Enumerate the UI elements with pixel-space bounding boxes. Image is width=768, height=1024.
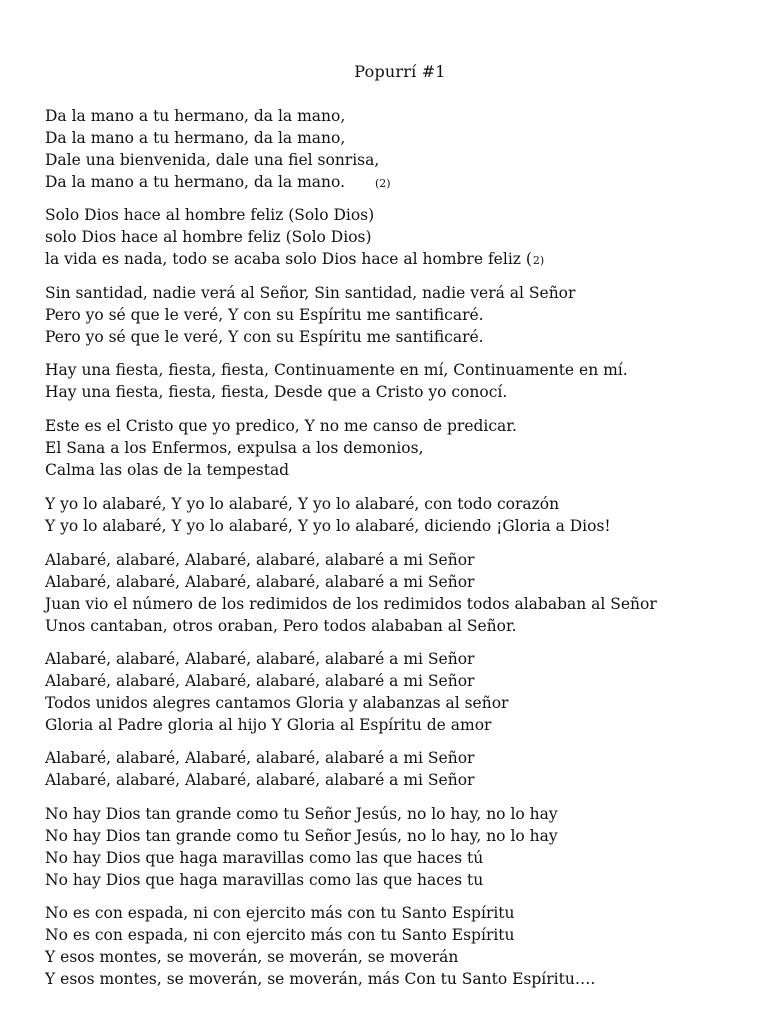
lyric-line: Gloria al Padre gloria al hijo Y Gloria al Espíritu de amor [45, 716, 492, 735]
lyric-line: solo Dios hace al hombre feliz (Solo Dios) [45, 228, 372, 247]
lyric-text: la vida es nada, todo se acaba solo Dios hace al hombre feliz ( [45, 250, 532, 269]
lyric-line: Alabaré, alabaré, Alabaré, alabaré, alabaré a mi Señor [45, 551, 475, 569]
lyric-line: No es con espada, ni con ejercito más con tu Santo Espíritu [45, 904, 515, 922]
lyric-line: Alabaré, alabaré, Alabaré, alabaré, alabaré a mi Señor [45, 672, 475, 691]
lyric-line: Alabaré, alabaré, Alabaré, alabaré, alabaré a mi Señor [45, 650, 475, 668]
lyric-line: Hay una fiesta, fiesta, fiesta, Desde que a Cristo yo conocí. [45, 383, 508, 402]
lyric-line-with-repeat [45, 171, 745, 195]
lyric-line: Pero yo sé que le veré, Y con su Espíritu me santificaré. [45, 306, 484, 325]
lyric-line: No es con espada, ni con ejercito más con tu Santo Espíritu [45, 926, 515, 945]
stanza-8 [45, 648, 745, 736]
lyric-line: No hay Dios tan grande como tu Señor Jesús, no lo hay, no lo hay [45, 827, 558, 846]
stanza-10 [45, 803, 745, 891]
lyric-line: Todos unidos alegres cantamos Gloria y alabanzas al señor [45, 694, 509, 713]
lyric-line: Da la mano a tu hermano, da la mano, [45, 107, 346, 125]
lyric-line-with-repeat [45, 248, 745, 272]
page-title: Popurrí #1 [354, 62, 446, 81]
stanza-7 [45, 549, 745, 637]
stanza-4 [45, 359, 745, 403]
stanza-3 [45, 282, 745, 348]
lyric-line: Alabaré, alabaré, Alabaré, alabaré, alabaré a mi Señor [45, 749, 475, 767]
lyric-line: Solo Dios hace al hombre feliz (Solo Dios) [45, 206, 375, 224]
lyric-line: Hay una fiesta, fiesta, fiesta, Continuamente en mí, Continuamente en mí. [45, 361, 628, 379]
lyric-line: Alabaré, alabaré, Alabaré, alabaré, alabaré a mi Señor [45, 573, 475, 592]
lyric-line: Da la mano a tu hermano, da la mano, [45, 129, 346, 148]
stanza-6 [45, 493, 745, 537]
lyric-line: Y esos montes, se moverán, se moverán, más Con tu Santo Espíritu…. [45, 970, 596, 989]
stanza-9 [45, 747, 745, 791]
lyric-line: Y yo lo alabaré, Y yo lo alabaré, Y yo lo alabaré, diciendo ¡Gloria a Dios! [45, 517, 611, 536]
lyric-line: Pero yo sé que le veré, Y con su Espíritu me santificaré. [45, 328, 484, 347]
lyric-line: Dale una bienvenida, dale una fiel sonrisa, [45, 151, 380, 170]
stanza-5 [45, 415, 745, 481]
stanza-2 [45, 204, 745, 272]
lyric-line: Este es el Cristo que yo predico, Y no me canso de predicar. [45, 417, 517, 435]
stanza-1 [45, 105, 745, 195]
lyric-line: No hay Dios que haga maravillas como las que haces tu [45, 871, 484, 890]
lyric-line: Sin santidad, nadie verá al Señor, Sin santidad, nadie verá al Señor [45, 284, 576, 302]
lyric-line: Unos cantaban, otros oraban, Pero todos alababan al Señor. [45, 617, 517, 636]
lyric-line: Y yo lo alabaré, Y yo lo alabaré, Y yo lo alabaré, con todo corazón [45, 495, 560, 513]
lyric-line: Calma las olas de la tempestad [45, 461, 290, 480]
lyric-text: Da la mano a tu hermano, da la mano. [45, 173, 346, 192]
repeat-note: 2) [532, 254, 545, 268]
lyric-line: No hay Dios que haga maravillas como las que haces tú [45, 849, 484, 868]
repeat-note: (2) [375, 177, 391, 191]
lyric-line: Juan vio el número de los redimidos de los redimidos todos alababan al Señor [45, 595, 657, 614]
lyric-line: Alabaré, alabaré, Alabaré, alabaré, alabaré a mi Señor [45, 771, 475, 790]
lyric-line: No hay Dios tan grande como tu Señor Jesús, no lo hay, no lo hay [45, 805, 558, 823]
lyric-line: Y esos montes, se moverán, se moverán, se moverán [45, 948, 459, 967]
stanza-11 [45, 902, 745, 990]
lyric-line: El Sana a los Enfermos, expulsa a los demonios, [45, 439, 424, 458]
